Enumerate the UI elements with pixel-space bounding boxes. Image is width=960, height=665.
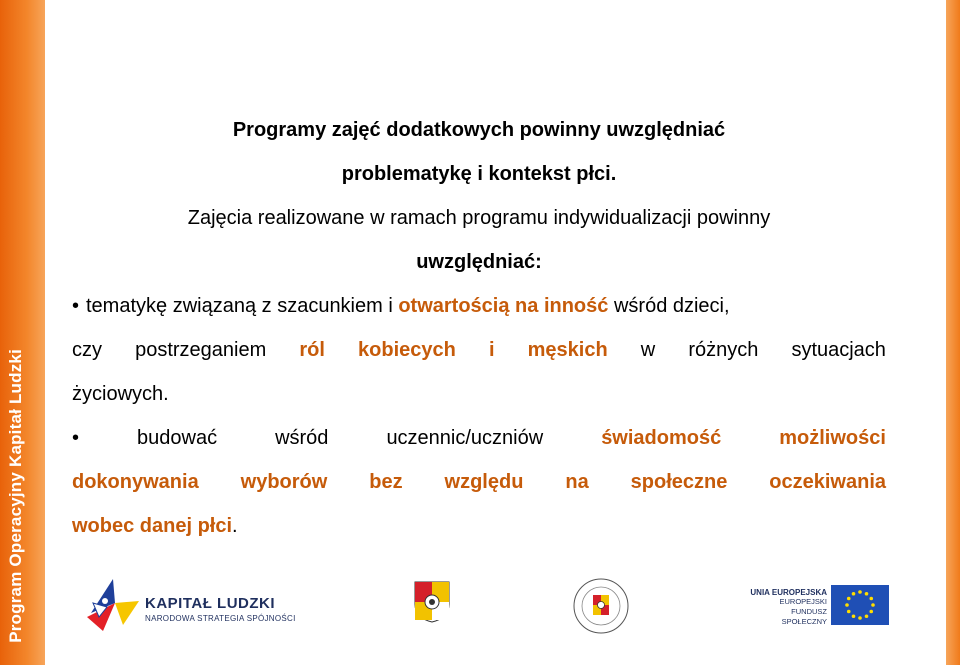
bullet-2-line-2	[72, 460, 886, 504]
word: w	[640, 339, 656, 361]
highlight-word: męskich	[527, 339, 608, 361]
slide-content	[72, 108, 886, 548]
intro-line-2: uwzględniać:	[416, 251, 542, 273]
highlight-word: wyborów	[240, 471, 328, 493]
highlight-word: bez	[369, 471, 403, 493]
highlight-word: względu	[444, 471, 524, 493]
eu-star-icon	[865, 614, 869, 618]
title-line-1: Programy zajęć dodatkowych powinny uwzględniać	[232, 119, 726, 141]
intro-line-1: Zajęcia realizowane w ramach programu indywidualizacji powinny	[187, 207, 771, 229]
highlight-word: oczekiwania	[769, 471, 886, 493]
program-name-vertical: Program Operacyjny Kapitał Ludzki	[6, 349, 25, 643]
school-seal-icon	[572, 577, 630, 635]
bullet-1-text-before: tematykę związaną z szacunkiem i	[86, 295, 399, 317]
wroclaw-coat-of-arms-icon	[413, 580, 451, 624]
bullet-dot-icon: •	[72, 427, 80, 449]
ue-sub-1: EUROPEJSKI	[779, 597, 827, 606]
ue-title: UNIA EUROPEJSKA	[750, 588, 827, 597]
kl-title: KAPITAŁ LUDZKI	[145, 595, 276, 612]
eu-star-icon	[865, 592, 869, 596]
bullet-1-line-3: życiowych.	[72, 383, 169, 405]
eu-star-icon	[847, 610, 851, 614]
highlight-word: na	[565, 471, 589, 493]
word: postrzeganiem	[135, 339, 267, 361]
highlight-word: kobiecych	[358, 339, 456, 361]
bullet-2-line-1	[72, 416, 886, 460]
bullet-2-line-3	[72, 504, 886, 548]
eu-star-icon	[845, 603, 849, 607]
eu-flag-icon	[831, 585, 889, 625]
highlight-word: dokonywania	[72, 471, 199, 493]
bullet-1-text-middle: wśród dzieci,	[608, 295, 730, 317]
eu-star-icon	[852, 614, 856, 618]
word: budować	[137, 427, 218, 449]
highlight-word: świadomość	[601, 427, 722, 449]
eu-star-icon	[852, 592, 856, 596]
highlight-word: społeczne	[630, 471, 728, 493]
left-orange-bar	[0, 0, 45, 665]
bullet-dot-icon: •	[72, 295, 80, 317]
bullet-2-highlight-end: wobec danej płci	[72, 515, 233, 537]
word: sytuacjach	[791, 339, 886, 361]
word: wśród	[275, 427, 329, 449]
bullet-1-line-2	[72, 328, 886, 372]
footer-logos	[45, 545, 900, 665]
title-line-2: problematykę i kontekst płci.	[341, 163, 617, 185]
highlight-word: ról	[299, 339, 325, 361]
eu-star-icon	[858, 616, 862, 620]
word: różnych	[688, 339, 759, 361]
bullet-1-highlight: otwartością na inność	[398, 295, 609, 317]
highlight-word: i	[488, 339, 495, 361]
eu-star-icon	[869, 597, 873, 601]
word: czy	[72, 339, 102, 361]
word: uczennic/uczniów	[386, 427, 544, 449]
eu-star-icon	[869, 610, 873, 614]
kl-subtitle: NARODOWA STRATEGIA SPÓJNOŚCI	[145, 614, 296, 623]
bullet-1	[72, 284, 886, 416]
highlight-word: możliwości	[779, 427, 886, 449]
kapital-ludzki-logo-icon	[85, 573, 141, 635]
eu-star-icon	[871, 603, 875, 607]
eu-star-icon	[858, 590, 862, 594]
ue-sub-2: FUNDUSZ SPOŁECZNY	[781, 607, 827, 626]
period: .	[232, 515, 238, 537]
right-orange-bar	[946, 0, 960, 665]
bullet-1-line-1	[72, 284, 886, 328]
kapital-ludzki-text	[145, 595, 296, 623]
bullet-2	[72, 416, 886, 548]
eu-star-icon	[847, 597, 851, 601]
eu-text	[745, 588, 827, 627]
